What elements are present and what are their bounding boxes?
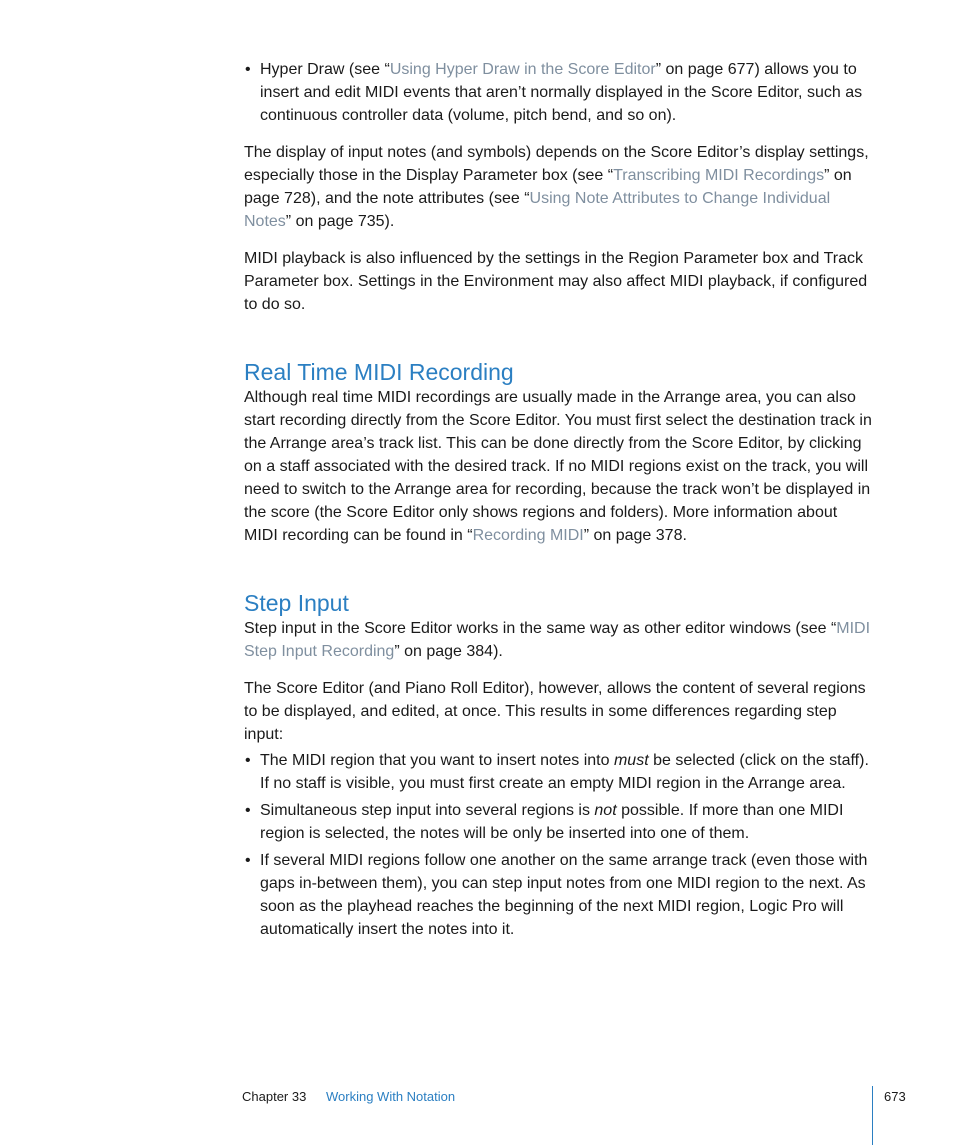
- text-run: ” on page 735).: [285, 213, 395, 230]
- cross-reference-link[interactable]: Using Note Attributes to Change Individual Notes: [244, 190, 831, 230]
- text-run: ” on page 677) allows you to insert and edit MIDI events that aren’t normally displayed in the Score Editor, such as continuous controller data (volume, pitch bend, and so on).: [260, 61, 863, 124]
- footer-chapter-title[interactable]: Working With Notation: [326, 1089, 456, 1104]
- cross-reference-link[interactable]: Using Hyper Draw in the Score Editor: [389, 61, 656, 78]
- intro-bullet-list: [244, 58, 874, 127]
- text-run: ” on page 384).: [394, 643, 503, 660]
- footer-divider: [872, 1086, 873, 1145]
- list-item: [244, 749, 874, 795]
- text-run: ” on page 378.: [583, 527, 687, 544]
- emphasis: must: [613, 752, 649, 769]
- section-heading: Real Time MIDI Recording: [244, 359, 514, 385]
- paragraph-step-input-regions: The Score Editor (and Piano Roll Editor), however, allows the content of several regions to be displayed, and edited, at once. This results in some differences regarding step input:: [244, 680, 866, 743]
- text-run: The MIDI region that you want to insert notes into: [260, 752, 614, 769]
- text-run: Hyper Draw (see “: [260, 61, 390, 78]
- section-heading: Step Input: [244, 590, 349, 616]
- cross-reference-link[interactable]: Recording MIDI: [472, 527, 584, 544]
- text-run: Step input in the Score Editor works in the same way as other editor windows (see “: [244, 620, 837, 637]
- page-content: [244, 58, 874, 941]
- text-run: possible. If more than one MIDI region is selected, the notes will be only be inserted into one of them.: [260, 802, 844, 842]
- list-item: [244, 58, 874, 127]
- paragraph-step-input-intro: [244, 617, 874, 663]
- cross-reference-link[interactable]: MIDI Step Input Recording: [244, 620, 871, 660]
- text-run: ” on page 728), and the note attributes (see “: [244, 167, 852, 207]
- footer-chapter-label: Chapter 33: [242, 1089, 307, 1104]
- paragraph-realtime-recording: [244, 386, 874, 547]
- paragraph-midi-playback: MIDI playback is also influenced by the settings in the Region Parameter box and Track Parameter box. Settings in the Environment may also affect MIDI playback, if configured to do so.: [244, 250, 868, 313]
- cross-reference-link[interactable]: Transcribing MIDI Recordings: [613, 167, 825, 184]
- emphasis: not: [594, 802, 617, 819]
- page-number: 673: [884, 1089, 906, 1104]
- step-input-bullet-list: [244, 749, 874, 941]
- paragraph-display-settings: [244, 141, 874, 233]
- text-run: The display of input notes (and symbols) depends on the Score Editor’s display settings, especially those in the Display Parameter box (see “: [244, 144, 869, 184]
- list-item: [244, 799, 874, 845]
- list-item: • If several MIDI regions follow one another on the same arrange track (even those with gaps in-between them), you can step input notes from one MIDI region to the next. As soon as the playhead reaches the beginning of the next MIDI region, Logic Pro will automatically insert the notes into it.: [244, 849, 874, 941]
- text-run: be selected (click on the staff). If no staff is visible, you must first create an empty MIDI region in the Arrange area.: [260, 752, 869, 792]
- text-run: Although real time MIDI recordings are usually made in the Arrange area, you can also start recording directly from the Score Editor. You must first select the destination track in the Arrange area’s track list. This can be done directly from the Score Editor, by clicking on a staff associated with the desired track. If no MIDI regions exist on the track, you will need to switch to the Arrange area for recording, because the track won’t be displayed in the score (the Score Editor only shows regions and folders). More information about MIDI recording can be found in “: [244, 389, 872, 544]
- text-run: Simultaneous step input into several regions is: [260, 802, 595, 819]
